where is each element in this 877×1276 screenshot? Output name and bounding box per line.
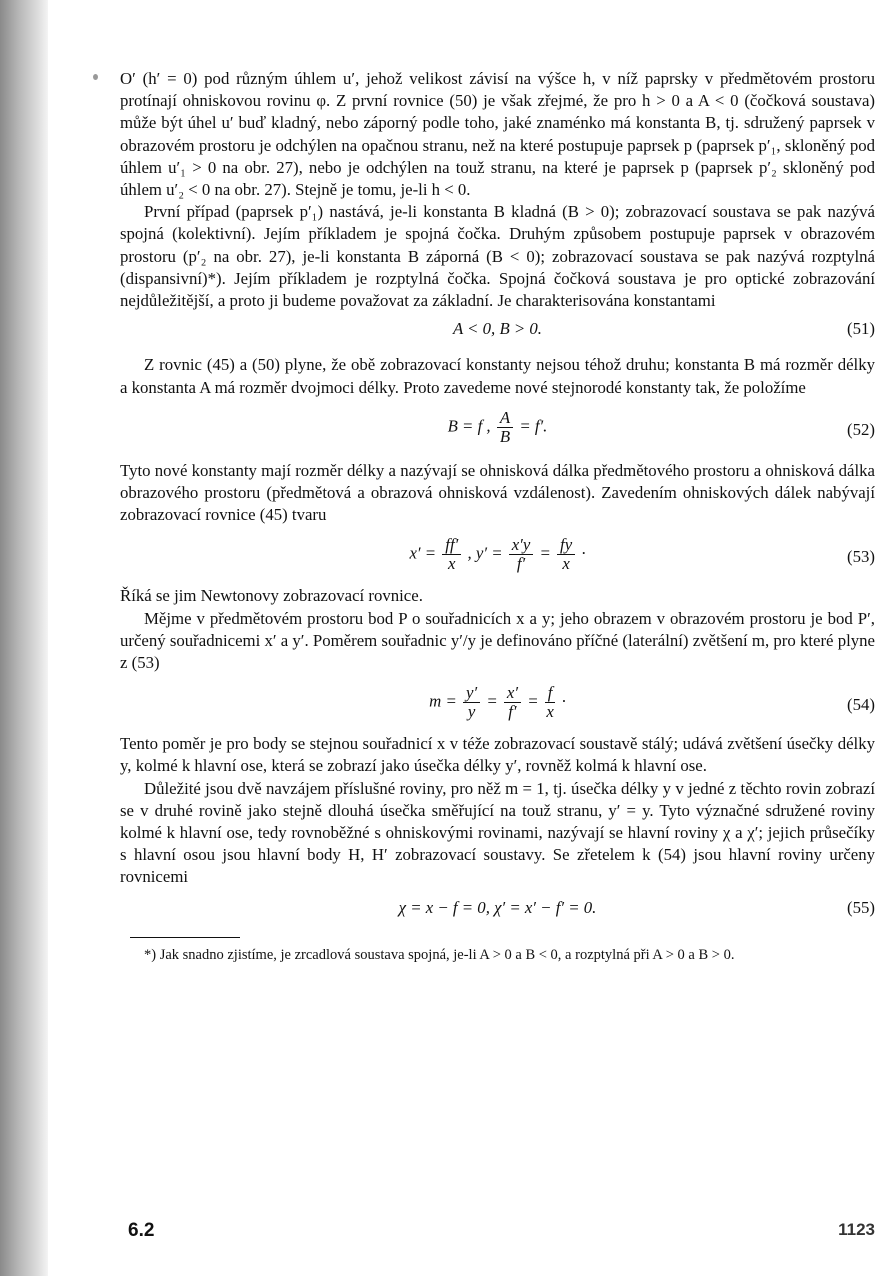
- paragraph-7: Tento poměr je pro body se stejnou souřadnicí x v téže zobrazovací soustavě stálý; udává zvětšení úsečky délky y, kolmé k hlavní ose, která se zobrazí jako úsečka délky y′, rovněž kolmá k hlavní ose.: [120, 734, 875, 776]
- equation-54-fraction-2: [504, 684, 521, 721]
- fraction-denominator: x: [448, 554, 456, 574]
- equation-52-lhs: B = f ,: [447, 416, 491, 436]
- equation-53-equals: =: [539, 543, 551, 563]
- fraction-denominator: f′: [508, 702, 517, 722]
- equation-54-end: ·: [561, 691, 566, 711]
- paragraph-1: O′ (h′ = 0) pod různým úhlem u′, jehož velikost závisí na výšce h, v níž paprsky v předmětovém prostoru protínají ohniskovou rovinu φ. Z první rovnice (50) je však zřejmé, že pro h > 0 a A < 0 (čočková soustava) může být úhel u′ buď kladný, nebo záporný podle toho, jaké znaménko má konstanta B, tj. sdružený paprsek v obrazovém prostoru je odchýlen na opačnou stranu, než na které postupuje paprsek p (paprsek p′₁, skloněný pod úhlem u′₁ > 0 na obr. 27), nebo je odchýlen na touž stranu, na které je paprsek p (paprsek p′₂ skloněný pod úhlem u′₂ < 0 na obr. 27). Stejně je tomu, je-li h < 0.: [120, 69, 875, 200]
- equation-number-52: (52): [847, 419, 875, 439]
- fraction-numerator: f: [545, 684, 556, 703]
- fraction-numerator: ff′: [442, 536, 461, 555]
- equation-54-fraction-3: [545, 684, 556, 721]
- equation-54-fraction-1: [463, 684, 480, 721]
- fraction-denominator: B: [499, 426, 511, 446]
- paragraph-4: Tyto nové konstanty mají rozměr délky a nazývají se ohnisková dálka předmětového prostoru a ohnisková dálka obrazového prostoru (předmětová a obrazová ohnisková vzdálenost). Zavedením ohniskových dálek nabývají zobrazovací rovnice (45) tvaru: [120, 460, 875, 525]
- equation-51: [120, 318, 875, 340]
- equation-number-53: (53): [847, 547, 875, 567]
- fraction-numerator: fy: [557, 536, 575, 555]
- fraction-denominator: f′: [516, 554, 526, 574]
- equation-52-rhs: = f′.: [519, 416, 548, 436]
- equation-52: [120, 409, 875, 446]
- fraction-numerator: x′: [504, 684, 521, 703]
- page-footer: [128, 1220, 875, 1242]
- page-body: [120, 68, 875, 965]
- section-number: 6.2: [128, 1220, 155, 1241]
- equation-number-55: (55): [847, 897, 875, 917]
- equation-54: [120, 684, 875, 721]
- equation-54-equals-1: =: [486, 691, 498, 711]
- paragraph-2: První případ (paprsek p′₁) nastává, je-li konstanta B kladná (B > 0); zobrazovací soustava se pak nazývá spojná (kolektivní). Jejím příkladem je spojná čočka. Druhým způsobem postupuje paprsek v obrazovém prostoru (p′₂ na obr. 27), je-li konstanta B záporná (B < 0); zobrazovací soustava se pak nazývá rozptylná (dispansivní)*). Jejím příkladem je rozptylná čočka. Spojná čočková soustava je pro optické zobrazování nejdůležitější, a proto ji budeme považovat za základní. Je charakterisována konstantami: [120, 202, 875, 311]
- fraction-numerator: x′y: [509, 536, 534, 555]
- equation-53: [120, 536, 875, 573]
- paragraph-3: Z rovnic (45) a (50) plyne, že obě zobrazovací konstanty nejsou téhož druhu; konstanta B má rozměr délky a konstanta A má rozměr dvojmoci délky. Proto zavedeme nové stejnorodé konstanty tak, že položíme: [120, 355, 875, 397]
- equation-53-fraction-2: [509, 536, 534, 573]
- footnote-rule: [130, 937, 240, 938]
- fraction-numerator: y′: [463, 684, 480, 703]
- paragraph-8: Důležité jsou dvě navzájem příslušné roviny, pro něž m = 1, tj. úsečka délky y v jedné z těchto rovin zobrazí se v druhé rovině jako stejně dlouhá úsečka směřující na touž stranu, y′ = y. Tyto význačné sdružené roviny kolmé k hlavní ose, tedy rovnoběžné s ohniskovými rovinami, nazývají se hlavní roviny χ a χ′; jejich průsečíky s hlavní osou jsou hlavní body H, H′ zobrazovací soustavy. Se zřetelem k (54) jsou hlavní roviny určeny rovnicemi: [120, 778, 875, 887]
- scan-speck: [93, 74, 98, 80]
- equation-53-mid: , y′ =: [467, 543, 503, 563]
- equation-55-body: χ = x − f = 0, χ′ = x′ − f′ = 0.: [398, 897, 597, 917]
- equation-number-51: (51): [847, 319, 875, 339]
- fraction-denominator: x: [546, 702, 554, 722]
- page-number: 1123: [838, 1220, 875, 1239]
- paragraph-6: Mějme v předmětovém prostoru bod P o souřadnicích x a y; jeho obrazem v obrazovém prostoru je bod P′, určený souřadnicemi x′ a y′. Poměrem souřadnic y′/y je definováno příčné (laterální) zvětšení m, pro které plyne z (53): [120, 608, 875, 673]
- fraction-denominator: x: [562, 554, 570, 574]
- equation-55: [120, 897, 875, 919]
- equation-53-fraction-1: [442, 536, 461, 573]
- equation-54-equals-2: =: [527, 691, 539, 711]
- fraction-numerator: A: [497, 409, 513, 428]
- scan-gutter-shadow: [0, 0, 48, 1276]
- equation-54-lhs: m =: [429, 691, 457, 711]
- equation-51-body: A < 0, B > 0.: [453, 319, 542, 339]
- equation-53-fraction-3: [557, 536, 575, 573]
- paragraph-5: Říká se jim Newtonovy zobrazovací rovnice.: [120, 586, 423, 606]
- equation-53-lhs: x′ =: [409, 543, 437, 563]
- footnote: *) Jak snadno zjistíme, je zrcadlová soustava spojná, je-li A > 0 a B < 0, a rozptylná při A > 0 a B > 0.: [144, 946, 735, 963]
- equation-number-54: (54): [847, 695, 875, 715]
- equation-53-end: ·: [581, 543, 586, 563]
- fraction-denominator: y: [467, 702, 476, 722]
- equation-52-fraction: [497, 409, 513, 446]
